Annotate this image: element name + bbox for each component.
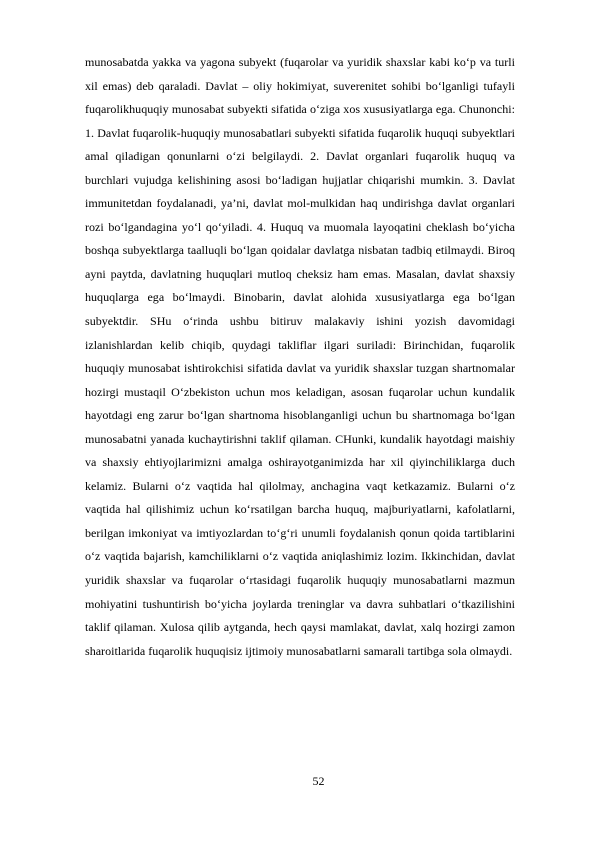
body-text-block — [85, 51, 515, 663]
page-number: 52 — [312, 774, 325, 788]
body-paragraph: munosabatda yakka va yagona subyekt (fuqarolar va yuridik shaxslar kabi ko‘p va turli xil emas) deb qaraladi. Davlat – oliy hokimiyat, suverenitet sohibi bo‘lganligi tufayli fuqarolikhuquqiy munosabat subyekti sifatida o‘ziga xos xususiyatlarga ega. Chunonchi: 1. Davlat fuqarolik-huquqiy munosabatlari subyekti sifatida fuqarolik huquqi subyektlari amal qiladigan qonunlarni o‘zi belgilaydi. 2. Davlat organlari fuqarolik huquq va burchlari vujudga kelishining asosi bo‘ladigan hujjatlar chiqarishi mumkin. 3. Davlat immunitetdan foydalanadi, ya’ni, davlat mol-mulkidan haq undirishga davlat organlari rozi bo‘lgandagina yo‘l qo‘yiladi. 4. Huquq va muomala layoqatini cheklash bo‘yicha boshqa subyektlarga taalluqli bo‘lgan qoidalar davlatga nisbatan tadbiq etilmaydi. Biroq ayni paytda, davlatning huquqlari mutloq cheksiz ham emas. Masalan, davlat shaxsiy huquqlarga ega bo‘lmaydi. Binobarin, davlat alohida xususiyatlarga ega bo‘lgan subyektdir. SHu o‘rinda ushbu bitiruv malakaviy ishini yozish davomidagi izlanishlardan kelib chiqib, quydagi takliflar ilgari suriladi: Birinchidan, fuqarolik huquqiy munosabat ishtirokchisi sifatida davlat va yuridik shaxslar tuzgan shartnomalar hozirgi mustaqil O‘zbekiston uchun mos keladigan, asosan fuqarolar uchun kundalik hayotdagi eng zarur bo‘lgan shartnoma hisoblanganligi uchun bu shartnomaga bo‘lgan munosabatni yanada kuchaytirishni taklif qilaman. CHunki, kundalik hayotdagi maishiy va shaxsiy ehtiyojlarimizni amalga oshirayotganimizda har xil qiyinchiliklarga duch kelamiz. Bularni o‘z vaqtida hal qilolmay, anchagina vaqt ketkazamiz. Bularni o‘z vaqtida hal qilishimiz uchun ko‘rsatilgan barcha huquq, majburiyatlarni, kafolatlarni, berilgan imkoniyat va imtiyozlardan to‘g‘ri unumli foydalanish qonun qoida tartiblarini o‘z vaqtida bajarish, kamchiliklarni o‘z vaqtida aniqlashimiz lozim. Ikkinchidan, davlat yuridik shaxslar va fuqarolar o‘rtasidagi fuqarolik huquqiy munosabatlarni mazmun mohiyatini tushuntirish bo‘yicha joylarda treninglar va davra suhbatlari o‘tkazilishini taklif qilaman. Xulosa qilib aytganda, hech qaysi mamlakat, davlat, xalq hozirgi zamon sharoitlarida fuqarolik huquqisiz ijtimoiy munosabatlarni samarali tartibga sola olmaydi. — [85, 55, 515, 658]
